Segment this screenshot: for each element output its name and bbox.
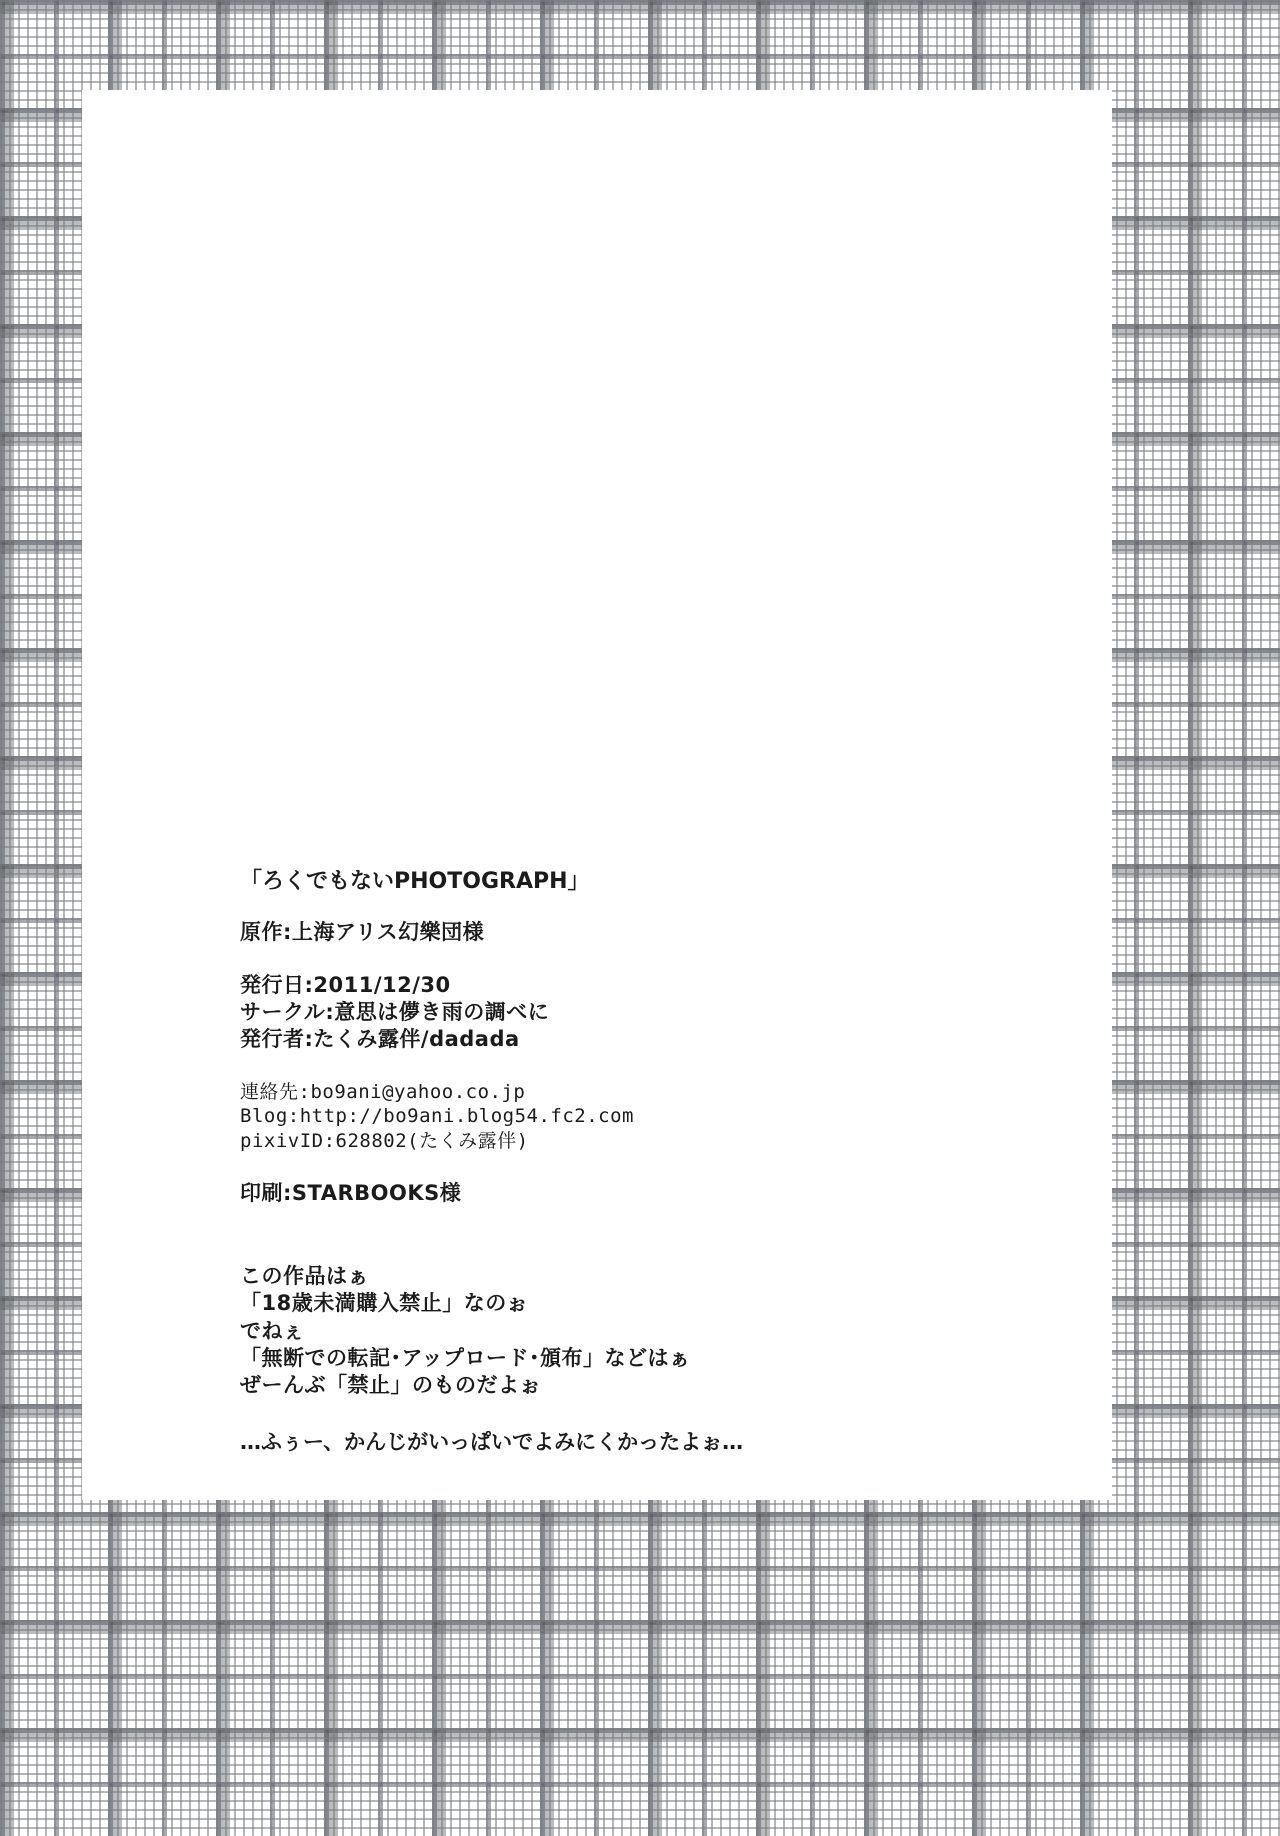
original-work-credit: 原作:上海アリス幻樂団様 [240, 919, 485, 944]
circle-name: サークル:意思は儚き雨の調べに [240, 1000, 550, 1025]
notice-line: でねぇ [240, 1318, 305, 1343]
notice-line: 「18歳未満購入禁止」なのぉ [240, 1291, 529, 1316]
spacer [240, 946, 960, 972]
work-title: 「ろくでもないPHOTOGRAPH」 [240, 869, 590, 894]
spacer [240, 1207, 960, 1263]
colophon-block [240, 868, 960, 1456]
spacer [240, 1400, 960, 1426]
contact-pixiv: pixivID:628802(たくみ露伴) [240, 1130, 529, 1153]
spacer [240, 1154, 960, 1180]
contact-blog: Blog:http://bo9ani.blog54.fc2.com [240, 1105, 634, 1128]
footnote-text: …ふぅー、かんじがいっぱいでよみにくかったよぉ… [240, 1429, 744, 1454]
printing-credit: 印刷:STARBOOKS様 [240, 1180, 462, 1205]
notice-line: ぜーんぶ「禁止」のものだよぉ [240, 1373, 541, 1398]
contact-email: 連絡先:bo9ani@yahoo.co.jp [240, 1080, 526, 1103]
publisher-name: 発行者:たくみ露伴/dadada [240, 1027, 520, 1052]
publication-date: 発行日:2011/12/30 [240, 972, 451, 997]
notice-line: この作品はぁ [240, 1264, 369, 1289]
notice-line: 「無断での転記･アップロード･頒布」などはぁ [240, 1346, 691, 1371]
legal-notice [240, 1263, 960, 1399]
spacer [240, 1054, 960, 1080]
